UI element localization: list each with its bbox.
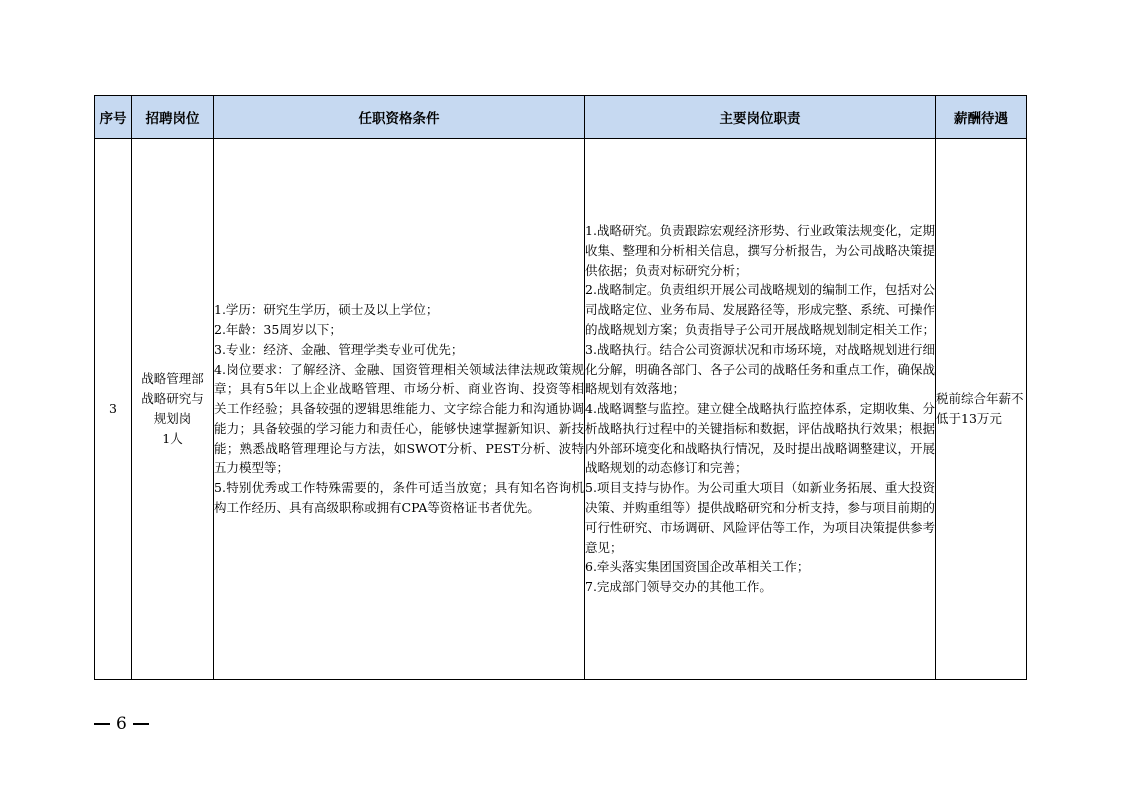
post-line: 1人 <box>162 430 183 446</box>
header-requirements: 任职资格条件 <box>214 96 585 139</box>
header-no: 序号 <box>95 96 132 139</box>
cell-post <box>132 139 214 680</box>
page-footer <box>94 714 149 734</box>
page-number: 6 <box>116 714 127 734</box>
post-line: 战略研究与 <box>141 391 204 407</box>
header-post: 招聘岗位 <box>132 96 214 139</box>
duty-item: 2.战略制定。负责组织开展公司战略规划的编制工作，包括对公司战略定位、业务布局、发展路径等，形成完整、系统、可操作的战略规划方案；负责指导子公司开展战略规划制定相关工作； <box>585 282 936 337</box>
duty-item: 4.战略调整与监控。建立健全战略执行监控体系，定期收集、分析战略执行过程中的关键指标和数据，评估战略执行效果；根据内外部环境变化和战略执行情况，及时提出战略调整建议，开展战略规划的动态修订和完善； <box>585 401 936 476</box>
dash-right <box>133 723 149 725</box>
post-line: 战略管理部 <box>141 371 204 387</box>
duty-item: 7.完成部门领导交办的其他工作。 <box>585 579 772 595</box>
recruitment-table <box>94 95 1027 680</box>
cell-duties <box>585 139 936 680</box>
cell-salary: 税前综合年薪不低于13万元 <box>936 139 1027 680</box>
dash-left <box>94 723 110 725</box>
header-salary: 薪酬待遇 <box>936 96 1027 139</box>
post-line: 规划岗 <box>153 411 192 426</box>
duty-item: 6.牵头落实集团国资国企改革相关工作； <box>585 559 810 575</box>
cell-no: 3 <box>95 139 132 680</box>
table-header-row <box>95 96 1027 139</box>
requirement-item: 5.特别优秀或工作特殊需要的，条件可适当放宽；具有知名咨询机构工作经历、具有高级职称或拥有CPA等资格证书者优先。 <box>214 480 584 516</box>
duty-item: 1.战略研究。负责跟踪宏观经济形势、行业政策法规变化，定期收集、整理和分析相关信息，撰写分析报告，为公司战略决策提供依据；负责对标研究分析； <box>585 222 936 278</box>
requirement-item: 3.专业：经济、金融、管理学类专业可优先； <box>214 341 464 357</box>
requirement-item: 2.年龄：35周岁以下； <box>214 321 342 337</box>
cell-requirements <box>214 139 585 680</box>
duty-item: 3.战略执行。结合公司资源状况和市场环境，对战略规划进行细化分解，明确各部门、各子公司的战略任务和重点工作，确保战略规划有效落地； <box>585 341 936 397</box>
requirement-item: 4.岗位要求：了解经济、金融、国资管理相关领域法律法规政策规章；具有5年以上企业战略管理、市场分析、商业咨询、投资等相关工作经验；具备较强的逻辑思维能力、文字综合能力和沟通协调能力；具备较强的学习能力和责任心，能够快速掌握新知识、新技能；熟悉战略管理理论与方法，如SWOT分析、PEST分析、波特五力模型等； <box>214 361 584 476</box>
table-row <box>95 139 1027 680</box>
requirement-item: 1.学历：研究生学历，硕士及以上学位； <box>214 302 439 318</box>
header-duties: 主要岗位职责 <box>585 96 936 139</box>
duty-item: 5.项目支持与协作。为公司重大项目（如新业务拓展、重大投资决策、并购重组等）提供战略研究和分析支持，参与项目前期的可行性研究、市场调研、风险评估等工作，为项目决策提供参考意见； <box>585 480 936 555</box>
